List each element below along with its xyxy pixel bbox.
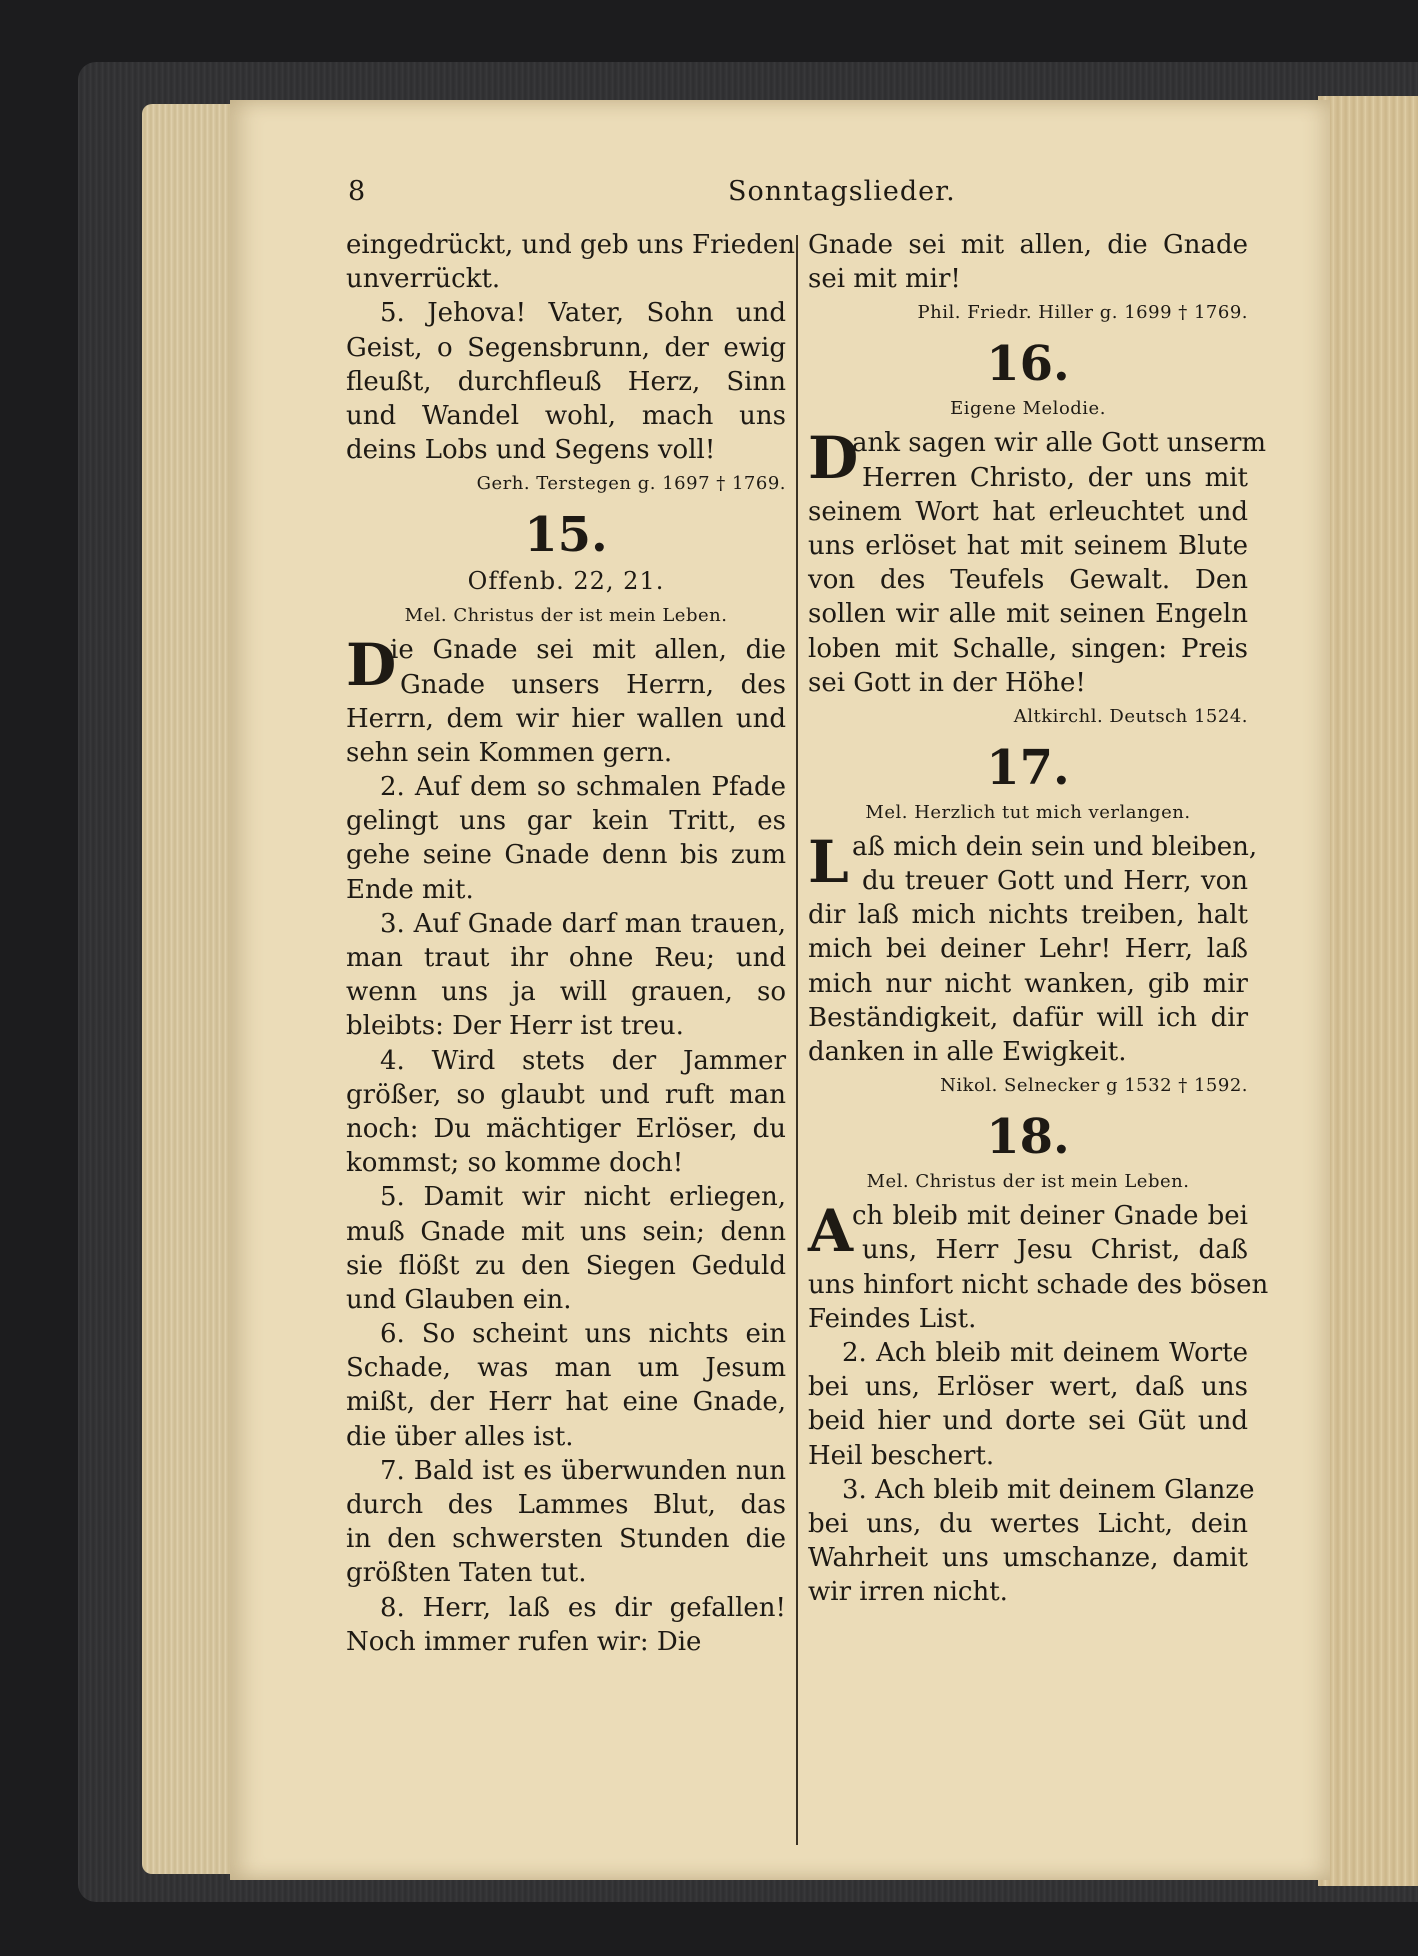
text-line: bei uns, du wertes Licht, dein: [808, 1508, 1248, 1539]
text-line: kommst; so komme doch!: [346, 1148, 684, 1179]
text-line: ch bleib mit deiner Gnade bei: [852, 1201, 1248, 1232]
text-line: fleußt, durchfleuß Herz, Sinn: [346, 366, 786, 397]
text-line: von des Teufels Gewalt. Den: [808, 565, 1248, 596]
text-line: beid hier und dorte sei Güt und: [808, 1406, 1248, 1437]
text-line: 3. Auf Gnade darf man trauen,: [380, 908, 786, 939]
text-line: eingedrückt, und geb uns Frieden: [346, 230, 795, 260]
hymn-body: [808, 495, 1248, 700]
hymn-body: [346, 702, 786, 1659]
text-line: 5. Damit wir nicht erliegen,: [380, 1182, 786, 1213]
drop-cap: D: [346, 631, 397, 700]
hymn-body: [808, 898, 1248, 1069]
text-line: du treuer Gott und Herr, von: [862, 866, 1248, 897]
text-line: Heil beschert.: [808, 1440, 995, 1471]
attribution: Nikol. Selnecker g 1532 † 1592.: [940, 1075, 1248, 1097]
hymn-opening: [808, 424, 1267, 494]
melody-note: Mel. Christus der ist mein Leben.: [866, 1171, 1190, 1193]
text-line: Schade, was man um Jesum: [346, 1353, 786, 1384]
text-line: mißt, der Herr hat eine Gnade,: [346, 1387, 786, 1418]
text-line: ie Gnade sei mit allen, die: [390, 635, 786, 666]
right-column: [808, 228, 1269, 1609]
text-line: ank sagen wir alle Gott unserm: [852, 428, 1267, 459]
text-line: 3. Ach bleib mit deinem Glanze: [842, 1474, 1255, 1505]
hymn-opening: [808, 827, 1258, 898]
text-line: uns, Herr Jesu Christ, daß: [862, 1235, 1248, 1266]
text-line: aß mich dein sein und bleiben,: [852, 831, 1258, 862]
text-line: Geist, o Segensbrunn, der ewig: [346, 332, 786, 363]
text-line: 2. Ach bleib mit deinem Worte: [842, 1337, 1248, 1368]
text-line: muß Gnade mit uns sein; denn: [346, 1216, 786, 1247]
running-title: Sonntagslieder.: [728, 176, 956, 207]
text-line: und Glauben ein.: [346, 1284, 572, 1315]
text-line: mich nur nicht wanken, gib mir: [808, 968, 1248, 999]
hymn-number: 15.: [524, 507, 608, 564]
book-page: [230, 100, 1330, 1880]
text-line: Wahrheit uns umschanze, damit: [808, 1543, 1248, 1574]
hymn-opening: [346, 633, 786, 701]
text-line: wir irren nicht.: [808, 1577, 1008, 1608]
hymn-number: 18.: [986, 1109, 1070, 1166]
text-line: deins Lobs und Segens voll!: [346, 435, 716, 466]
hymn-number: 17.: [986, 739, 1070, 796]
text-line: man traut ihr ohne Reu; und: [346, 943, 786, 973]
melody-note: Mel. Christus der ist mein Leben.: [404, 605, 728, 627]
text-line: loben mit Schalle, singen: Preis: [808, 633, 1248, 664]
text-line: gelingt uns gar kein Tritt, es: [346, 806, 786, 837]
page-number: 8: [348, 176, 366, 207]
attribution: Altkirchl. Deutsch 1524.: [1013, 705, 1248, 727]
text-line: sei mit mir!: [808, 264, 961, 295]
left-column: [346, 228, 795, 1659]
text-line: sie flößt zu den Siegen Geduld: [346, 1250, 786, 1281]
text-line: die über alles ist.: [346, 1421, 574, 1452]
text-line: uns erlöset hat mit seinem Blute: [808, 530, 1248, 561]
hymn-body: [808, 1268, 1269, 1610]
drop-cap: A: [808, 1197, 854, 1266]
attribution: Gerh. Terstegen g. 1697 † 1769.: [476, 473, 786, 495]
text-line: 8. Herr, laß es dir gefallen!: [380, 1592, 786, 1623]
text-line: uns hinfort nicht schade des bösen: [808, 1269, 1269, 1300]
text-line: gehe seine Gnade denn bis zum: [346, 840, 786, 871]
text-line: 7. Bald ist es überwunden nun: [380, 1455, 786, 1486]
text-line: Noch immer rufen wir: Die: [346, 1626, 702, 1657]
text-line: 5. Jehova! Vater, Sohn und: [380, 298, 786, 329]
text-line: noch: Du mächtiger Erlöser, du: [346, 1113, 786, 1144]
drop-cap: L: [808, 827, 849, 896]
text-line: Herren Christo, der uns mit: [862, 462, 1248, 493]
text-line: Gnade unsers Herrn, des: [400, 669, 786, 700]
text-line: bleibts: Der Herr ist treu.: [346, 1011, 684, 1042]
melody-note: Mel. Herzlich tut mich verlangen.: [865, 801, 1191, 823]
text-line: mich bei deiner Lehr! Herr, laß: [808, 934, 1248, 965]
text-line: seinem Wort hat erleuchtet und: [808, 496, 1248, 527]
text-line: Feindes List.: [808, 1303, 977, 1334]
text-line: durch des Lammes Blut, das: [346, 1490, 786, 1520]
text-line: dir laß mich nichts treiben, halt: [808, 900, 1248, 931]
text-line: sollen wir alle mit seinen Engeln: [808, 599, 1248, 630]
text-line: 2. Auf dem so schmalen Pfade: [380, 772, 786, 803]
text-line: in den schwersten Stunden die: [346, 1524, 786, 1555]
column-divider: [796, 235, 798, 1845]
text-line: bei uns, Erlöser wert, daß uns: [808, 1372, 1248, 1403]
drop-cap: D: [808, 424, 859, 493]
page-edges-left: [142, 104, 242, 1874]
text-line: wenn uns ja will grauen, so: [346, 977, 786, 1008]
text-line: unverrückt.: [346, 264, 501, 295]
page-edges-right: [1318, 96, 1418, 1886]
text-line: 6. So scheint uns nichts ein: [380, 1319, 786, 1350]
text-line: sehn sein Kommen gern.: [346, 737, 673, 768]
text-line: 4. Wird stets der Jammer: [380, 1045, 786, 1076]
text-line: Beständigkeit, dafür will ich dir: [808, 1002, 1248, 1033]
text-line: Herrn, dem wir hier wallen und: [346, 703, 786, 734]
text-line: größten Taten tut.: [346, 1558, 587, 1589]
attribution: Phil. Friedr. Hiller g. 1699 † 1769.: [917, 302, 1248, 324]
text-line: Ende mit.: [346, 874, 474, 905]
text-line: danken in alle Ewigkeit.: [808, 1037, 1127, 1067]
hymn-number: 16.: [986, 336, 1070, 393]
text-line: Gnade sei mit allen, die Gnade: [808, 230, 1248, 260]
page-header: [348, 176, 1248, 216]
hymn-opening: [808, 1199, 1248, 1267]
melody-note: Eigene Melodie.: [950, 398, 1106, 420]
text-line: und Wandel wohl, mach uns: [346, 400, 786, 431]
text-line: sei Gott in der Höhe!: [808, 667, 1086, 698]
scripture-reference: Offenb. 22, 21.: [467, 567, 665, 596]
text-line: größer, so glaubt und ruft man: [346, 1079, 786, 1110]
